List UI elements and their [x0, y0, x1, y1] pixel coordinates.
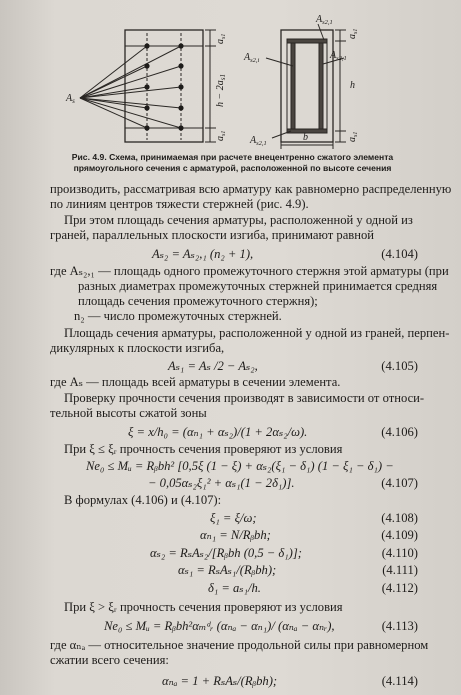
- equation-4-105: Aₛ₁ = Aₛ /2 − Aₛ₂,: [168, 359, 258, 373]
- figure-4-9: [0, 0, 461, 152]
- leader-line: [80, 66, 147, 98]
- equation-4-107-line2: − 0,05αₛ₂ξ₁² + αₛ₁(1 − 2δ₁)].: [148, 476, 295, 490]
- leader-line: [80, 66, 181, 98]
- text-line: где Aₛ — площадь всей арматуры в сечении элемента.: [50, 375, 341, 389]
- text-line: При ξ ≤ ξᵣ прочность сечения проверяют из условия: [64, 442, 343, 456]
- text-line: площадь сечения промежуточного стержня);: [78, 294, 318, 308]
- rebar-dot: [144, 43, 149, 48]
- text-line: тельной высоты сжатой зоны: [50, 406, 207, 420]
- right-rebar-strip-left: [291, 42, 295, 130]
- equation-4-112: δ₁ = aₛ₁/h.: [208, 581, 261, 595]
- equation-number: (4.107): [381, 476, 418, 490]
- text-line: по линиям центров тяжести стержней (рис. 4.9).: [50, 197, 309, 211]
- label-as21-bottom: $A_{s2,1}$: [250, 135, 267, 147]
- equation-number: (4.109): [381, 528, 418, 542]
- right-section-outline: [281, 30, 333, 142]
- text-line: При ξ > ξᵣ прочность сечения проверяют из условия: [64, 600, 343, 614]
- equation-number: (4.114): [381, 674, 418, 688]
- leader-line: [318, 24, 324, 40]
- equation-number: (4.111): [382, 563, 418, 577]
- rebar-dot: [144, 105, 149, 110]
- rebar-dot: [178, 125, 183, 130]
- label-as2n: $A_{s2,1}$: [330, 50, 347, 62]
- label-as: $A_s$: [66, 93, 75, 105]
- equation-number: (4.112): [381, 581, 418, 595]
- text-line: Площадь сечения арматуры, расположенной у одной из граней, перпен-: [64, 326, 450, 340]
- text-line: сжатии всего сечения:: [50, 653, 169, 667]
- equation-4-114: αₙₐ = 1 + RₛAₛ/(Rᵦbh);: [162, 674, 278, 688]
- equation-4-111: αₛ₁ = RₛAₛ₁/(Rᵦbh);: [178, 563, 277, 577]
- right-rebar-top: [287, 39, 327, 43]
- equation-4-107-line1: Ne₀ ≤ Mᵤ = Rᵦbh² [0,5ξ (1 − ξ) + αₛ₂(ξ₁ − δ₁) (1 − ξ₁ − δ₁) −: [86, 459, 394, 473]
- text-line: где αₙₐ — относительное значение продольной силы при равномерном: [50, 638, 429, 652]
- text-line: При этом площадь сечения арматуры, расположенной у одной из: [64, 213, 413, 227]
- text-line: производить, рассматривая всю арматуру как равномерно распределенную: [50, 182, 452, 196]
- label-as21-top: $A_{s2,1}$: [316, 14, 333, 26]
- text-line: В формулах (4.106) и (4.107):: [64, 493, 222, 507]
- text-line: дикулярных к плоскости изгиба,: [50, 341, 225, 355]
- rebar-dot: [144, 125, 149, 130]
- equation-number: (4.105): [381, 359, 418, 373]
- label-h-minus-2a: $h - 2a_{s1}$: [215, 74, 227, 107]
- equation-4-110: αₛ₂ = RₛAₛ₂/[Rᵦbh (0,5 − δ₁)];: [150, 546, 302, 560]
- figure-caption: Рис. 4.9. Схема, принимаемая при расчете внецентренно сжатого элемента прямоугольного сечения с арматурой, расположенной по высоте сечения: [71, 152, 394, 173]
- equation-4-113: Ne₀ ≤ Mᵤ = Rᵦbh²αₘᵈᵣ (αₙₐ − αₙ₁)/ (αₙₐ − αₙᵣ),: [104, 619, 335, 633]
- rebar-dot: [178, 84, 183, 89]
- text-line: разных диаметрах промежуточных стержней принимается средняя: [78, 279, 438, 293]
- right-rebar-strip-right: [319, 42, 323, 130]
- text-line: граней, параллельных плоскости изгиба, принимают равной: [50, 228, 375, 242]
- rebar-dot: [178, 63, 183, 68]
- rebar-dot: [178, 43, 183, 48]
- equation-number: (4.110): [381, 546, 418, 560]
- label-as2i: $A_{s2,i}$: [244, 52, 260, 64]
- rebar-dot: [144, 84, 149, 89]
- label-a-right-top: $a_{s1}$: [347, 28, 359, 39]
- label-a-bottom: $a_{s1}$: [215, 130, 227, 141]
- label-a-right-bottom: $a_{s1}$: [347, 131, 359, 142]
- equation-number: (4.104): [381, 247, 418, 261]
- equation-number: (4.108): [381, 511, 418, 525]
- text-line: n₂ — число промежуточных стержней.: [74, 309, 282, 323]
- equation-4-106: ξ = x/h₀ = (αₙ₁ + αₛ₂)/(1 + 2αₛ₂/ω).: [128, 425, 308, 439]
- label-b: b: [303, 132, 308, 143]
- equation-number: (4.106): [381, 425, 418, 439]
- text-line: где Aₛ₂,₁ — площадь одного промежуточного стержня этой арматуры (при: [50, 264, 449, 278]
- equation-4-104: Aₛ₂ = Aₛ₂,₁ (n₂ + 1),: [152, 247, 254, 261]
- label-h: h: [350, 80, 355, 91]
- equation-4-108: ξ₁ = ξ/ω;: [210, 511, 257, 525]
- left-section-outline: [125, 30, 203, 142]
- leader-line: [266, 58, 293, 66]
- text-line: Проверку прочности сечения производят в зависимости от относи-: [64, 391, 425, 405]
- equation-4-109: αₙ₁ = N/Rᵦbh;: [200, 528, 271, 542]
- label-a-top: $a_{s1}$: [215, 33, 227, 44]
- rebar-dot: [178, 105, 183, 110]
- equation-number: (4.113): [381, 619, 418, 633]
- rebar-dot: [144, 63, 149, 68]
- leader-line: [80, 87, 181, 98]
- leader-line: [80, 46, 147, 98]
- right-section: [266, 24, 346, 149]
